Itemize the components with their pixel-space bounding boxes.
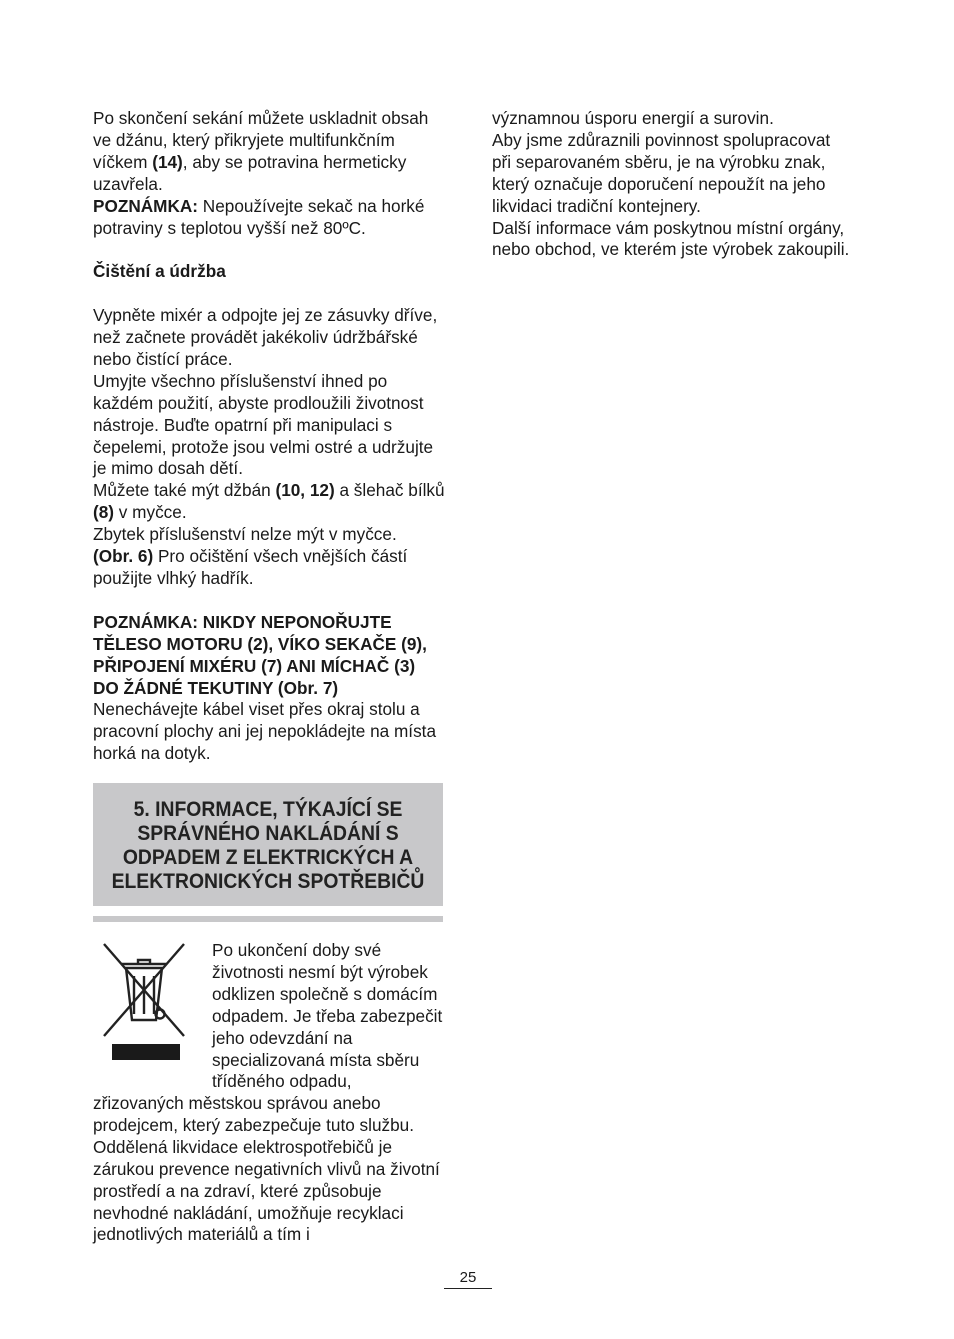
immersion-warning: POZNÁMKA: NIKDY NEPONOŘUJTE TĚLESO MOTORU (2), VÍKO SEKAČE (9), PŘIPOJENÍ MIXÉRU (7) ANI MÍCHAČ (3) DO ŽÁDNÉ TEKUTINY (Obr. 7)	[93, 611, 427, 698]
right-column	[492, 108, 852, 261]
weee-bin-icon	[98, 940, 190, 1064]
energy-saving-line: významnou úsporu energií a surovin.	[492, 108, 774, 128]
page-number: 25	[459, 1269, 477, 1286]
hot-food-note: POZNÁMKA: Nepoužívejte sekač na horké potraviny s teplotou vyšší než 80ºC.	[93, 195, 425, 238]
separate-collection-paragraph: Aby jsme zdůraznili povinnost spolupracovat při separovaném sběru, je na výrobku znak, který označuje doporučení nepoužít na jeho likvidaci tradiční kontejnery.	[492, 129, 831, 216]
section-divider	[93, 916, 443, 922]
cleaning-heading: Čištění a údržba	[93, 261, 226, 282]
dishwasher-paragraph: Můžete také mýt džbán (10, 12) a šlehač bílků (8) v myčce.	[93, 480, 445, 523]
storage-paragraph: Po skončení sekání můžete uskladnit obsah ve džánu, který přikryjete multifunkčním víčkem (14), aby se potravina hermeticky uzavřela.	[93, 108, 429, 194]
cable-paragraph: Nenechávejte kábel viset přes okraj stolu a pracovní plochy ani jej nepokládejte na místa horká na dotyk.	[93, 699, 437, 764]
section-title: 5. INFORMACE, TÝKAJÍCÍ SE SPRÁVNÉHO NAKLÁDÁNÍ S ODPADEM Z ELEKTRICKÝCH A ELEKTRONICKÝCH SPOTŘEBIČŮ	[111, 796, 425, 893]
damp-cloth-paragraph: (Obr. 6) Pro očištění všech vnějších částí použijte vlhký hadřík.	[93, 546, 408, 588]
unplug-paragraph: Vypněte mixér a odpojte jej ze zásuvky dříve, než začnete provádět jakékoliv údržbářské nebo čistící práce.	[93, 305, 438, 369]
wash-paragraph: Umyjte všechno příslušenství ihned po každém použití, abyste prodloužili životnost nástroje. Buďte opatrní při manipulaci s čepelemi, protože jsou velmi ostré a udržujte je mimo dosah dětí.	[93, 370, 434, 479]
page-number-underline	[444, 1288, 492, 1289]
further-info-paragraph: Další informace vám poskytnou místní orgány, nebo obchod, ve kterém jste výrobek zakoupili.	[492, 217, 850, 260]
disposal-text-continued: zřizovaných městskou správou anebo prodejcem, který zabezpečuje tuto službu. Oddělená likvidace elektrospotřebičů je zárukou prevence negativních vlivů na životní prostředí a na zdraví, které způsobuje nevhodné nakládání, umožňuje recyklaci jednotlivých materiálů a tím i	[93, 1093, 440, 1245]
no-dishwasher-paragraph: Zbytek příslušenství nelze mýt v myčce.	[93, 524, 397, 545]
left-column	[93, 108, 445, 765]
disposal-text-wrapped: Po ukončení doby své životnosti nesmí být výrobek odklizen společně s domácím odpadem. Je třeba zabezpečit jeho odevzdání na specializovaná místa sběru tříděného odpadu,	[212, 940, 443, 1092]
section-heading-box	[93, 783, 443, 906]
